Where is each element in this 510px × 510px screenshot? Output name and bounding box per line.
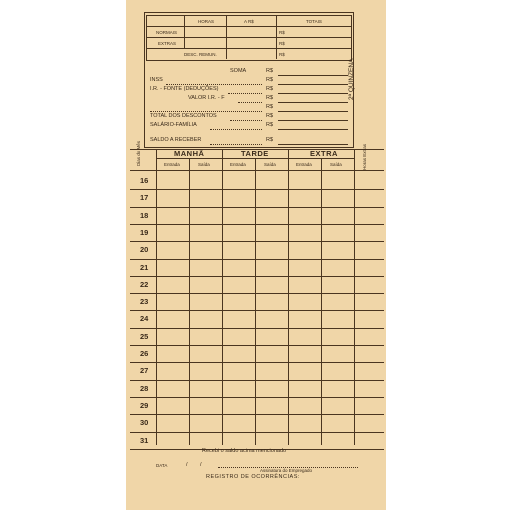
day-29: 29 bbox=[140, 400, 149, 410]
summary-saldo: SALDO A RECEBER bbox=[150, 137, 202, 143]
day-18: 18 bbox=[140, 210, 149, 220]
summary-currency-8: R$ bbox=[266, 137, 274, 143]
header-row-extras: EXTRAS bbox=[158, 41, 177, 46]
footer-recebi: Recebi o saldo acima mencionado bbox=[202, 448, 287, 454]
summary-frame bbox=[144, 12, 354, 148]
header-currency-1: R$ bbox=[279, 30, 285, 35]
extra-entrada: Entrada bbox=[296, 162, 312, 167]
day-19: 19 bbox=[140, 227, 149, 237]
group-tarde: TARDE bbox=[241, 149, 269, 158]
header-currency-2: R$ bbox=[279, 41, 285, 46]
day-17: 17 bbox=[140, 193, 149, 203]
footer-data: DATA bbox=[156, 463, 168, 468]
day-22: 22 bbox=[140, 279, 149, 289]
day-28: 28 bbox=[140, 383, 149, 393]
header-row-normais: NORMAIS bbox=[156, 30, 178, 35]
group-manha: MANHÃ bbox=[174, 149, 205, 158]
summary-currency-1: R$ bbox=[266, 68, 274, 74]
footer-slash-2: / bbox=[200, 462, 202, 468]
day-row-separator bbox=[130, 207, 384, 208]
day-row-separator bbox=[130, 345, 384, 346]
header-col-totais: TOTAIS bbox=[306, 19, 322, 24]
day-27: 27 bbox=[140, 366, 149, 376]
header-col-rate: A R$ bbox=[244, 19, 254, 24]
summary-soma: SOMA bbox=[230, 68, 247, 74]
summary-currency-3: R$ bbox=[266, 86, 274, 92]
footer-slash-1: / bbox=[186, 462, 188, 468]
day-26: 26 bbox=[140, 349, 149, 358]
day-row-separator bbox=[130, 224, 384, 225]
manha-entrada: Entrada bbox=[164, 162, 180, 167]
header-col-horas: HORAS bbox=[198, 19, 215, 24]
day-20: 20 bbox=[140, 245, 149, 255]
day-row-separator bbox=[130, 380, 384, 381]
summary-valor-ir: VALOR I.R. - F bbox=[188, 95, 225, 101]
footer-registro: REGISTRO DE OCORRÊNCIAS: bbox=[206, 474, 300, 480]
header-row-desc: DESC. REMUN. bbox=[184, 52, 217, 57]
day-row-separator bbox=[130, 328, 384, 329]
day-row-separator bbox=[130, 397, 384, 398]
day-row-separator bbox=[130, 241, 384, 242]
header-currency-3: R$ bbox=[279, 52, 285, 57]
day-24: 24 bbox=[140, 314, 149, 324]
summary-inss: INSS bbox=[150, 77, 163, 83]
summary-currency-2: R$ bbox=[266, 77, 274, 83]
col-dias-do-mes: Dias do Mês bbox=[136, 140, 141, 166]
summary-ir-fonte: I.R. - FONTE (DEDUÇÕES) bbox=[150, 86, 219, 92]
col-horas-extras: Horas Extras bbox=[362, 143, 367, 170]
day-row-separator bbox=[130, 362, 384, 363]
day-row-separator bbox=[130, 414, 384, 415]
day-row-separator bbox=[130, 259, 384, 260]
summary-total-descontos: TOTAL DOS DESCONTOS bbox=[150, 113, 217, 119]
tarde-entrada: Entrada bbox=[230, 162, 246, 167]
manha-saida: Saída bbox=[198, 162, 210, 167]
summary-currency-4: R$ bbox=[266, 95, 274, 101]
summary-currency-7: R$ bbox=[266, 122, 274, 128]
day-row-separator bbox=[130, 276, 384, 277]
day-21: 21 bbox=[140, 262, 149, 272]
day-row-separator bbox=[130, 189, 384, 190]
time-card bbox=[126, 0, 386, 510]
summary-currency-6: R$ bbox=[266, 113, 274, 119]
day-16: 16 bbox=[140, 176, 149, 185]
side-label-quinzena: 2ª QUINZENA bbox=[348, 58, 355, 100]
summary-salario-familia: SALÁRIO-FAMÍLIA bbox=[150, 122, 197, 128]
group-extra: EXTRA bbox=[310, 149, 338, 158]
summary-currency-5: R$ bbox=[266, 104, 274, 110]
day-31: 31 bbox=[140, 435, 149, 445]
day-30: 30 bbox=[140, 418, 149, 428]
day-row-separator bbox=[130, 293, 384, 294]
tarde-saida: Saída bbox=[264, 162, 276, 167]
footer-assinatura: Assinatura do Empregado bbox=[260, 468, 313, 473]
day-row-separator bbox=[130, 432, 384, 433]
extra-saida: Saída bbox=[330, 162, 342, 167]
day-23: 23 bbox=[140, 297, 149, 307]
day-25: 25 bbox=[140, 331, 149, 341]
day-row-separator bbox=[130, 310, 384, 311]
